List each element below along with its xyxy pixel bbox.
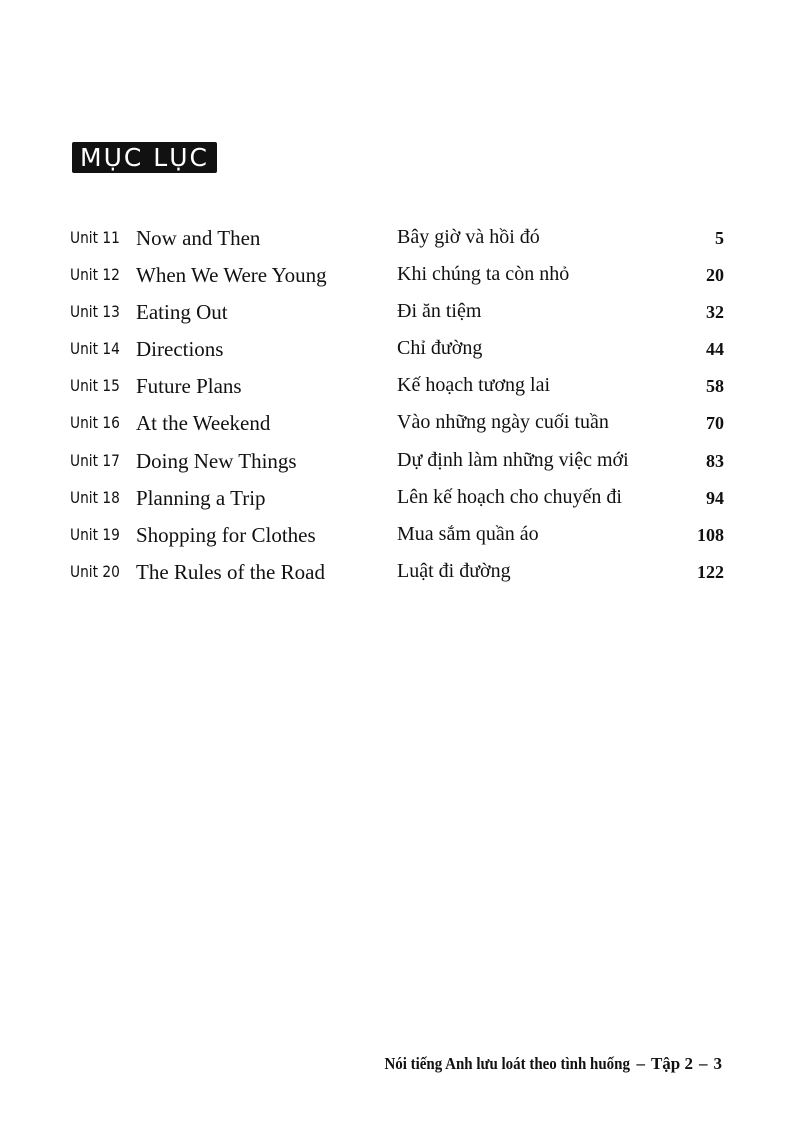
- footer-book-title: Nói tiếng Anh lưu loát theo tình huống: [384, 1054, 631, 1073]
- unit-title: Shopping for Clothes: [136, 522, 316, 547]
- unit-number: Unit 18: [70, 487, 120, 507]
- unit-title-vietnamese: Dự định làm những việc mới: [397, 448, 629, 471]
- toc-row: [70, 482, 730, 519]
- unit-page-number: 108: [697, 524, 724, 545]
- toc-row: [70, 445, 730, 482]
- unit-page-number: 20: [706, 265, 724, 286]
- footer-volume: Tập 2: [650, 1054, 693, 1073]
- unit-number: Unit 12: [70, 265, 120, 285]
- unit-number: Unit 17: [70, 450, 120, 470]
- unit-number: Unit 14: [70, 339, 120, 359]
- toc-heading: MỤC LỤC: [72, 142, 217, 173]
- unit-number: Unit 16: [70, 413, 120, 433]
- unit-title: At the Weekend: [136, 411, 271, 436]
- unit-title: Planning a Trip: [136, 485, 266, 510]
- toc-row: [70, 370, 730, 407]
- toc-row: [70, 333, 730, 370]
- unit-page-number: 122: [697, 561, 724, 582]
- unit-page-number: 58: [706, 376, 724, 397]
- unit-number: Unit 11: [70, 228, 120, 247]
- unit-page-number: 70: [706, 413, 724, 434]
- unit-title: Directions: [136, 337, 224, 362]
- unit-number: Unit 13: [70, 302, 120, 322]
- unit-title-vietnamese: Kế hoạch tương lai: [397, 374, 551, 397]
- toc-row: [70, 519, 730, 556]
- unit-title-vietnamese: Luật đi đường: [397, 559, 511, 582]
- unit-page-number: 83: [706, 450, 724, 471]
- unit-title-vietnamese: Mua sắm quần áo: [397, 522, 539, 545]
- unit-title: Doing New Things: [136, 448, 297, 473]
- unit-title-vietnamese: Đi ăn tiệm: [397, 300, 482, 323]
- unit-title: Eating Out: [136, 300, 228, 325]
- toc-row: [70, 407, 730, 444]
- page-footer: [351, 1054, 722, 1074]
- toc-row: [70, 222, 730, 259]
- footer-page-number: 3: [713, 1054, 722, 1073]
- unit-title: The Rules of the Road: [136, 559, 325, 584]
- unit-page-number: 32: [706, 302, 724, 323]
- unit-title: When We Were Young: [136, 263, 327, 288]
- toc-row: [70, 259, 730, 296]
- unit-title: Future Plans: [136, 374, 242, 399]
- unit-page-number: 44: [706, 339, 724, 360]
- unit-number: Unit 19: [70, 524, 120, 544]
- unit-number: Unit 20: [70, 561, 120, 581]
- unit-title-vietnamese: Vào những ngày cuối tuần: [397, 411, 609, 434]
- unit-page-number: 5: [715, 228, 724, 248]
- unit-title-vietnamese: Chỉ đường: [397, 337, 483, 360]
- toc-list: [70, 222, 730, 593]
- footer-dash: –: [636, 1054, 645, 1073]
- footer-dash: –: [699, 1054, 708, 1073]
- unit-title-vietnamese: Lên kế hoạch cho chuyến đi: [397, 485, 622, 508]
- unit-page-number: 94: [706, 487, 724, 508]
- unit-title-vietnamese: Khi chúng ta còn nhỏ: [397, 263, 570, 286]
- toc-row: [70, 556, 730, 593]
- unit-title: Now and Then: [136, 226, 261, 250]
- unit-title-vietnamese: Bây giờ và hồi đó: [397, 226, 540, 248]
- unit-number: Unit 15: [70, 376, 120, 396]
- toc-row: [70, 296, 730, 333]
